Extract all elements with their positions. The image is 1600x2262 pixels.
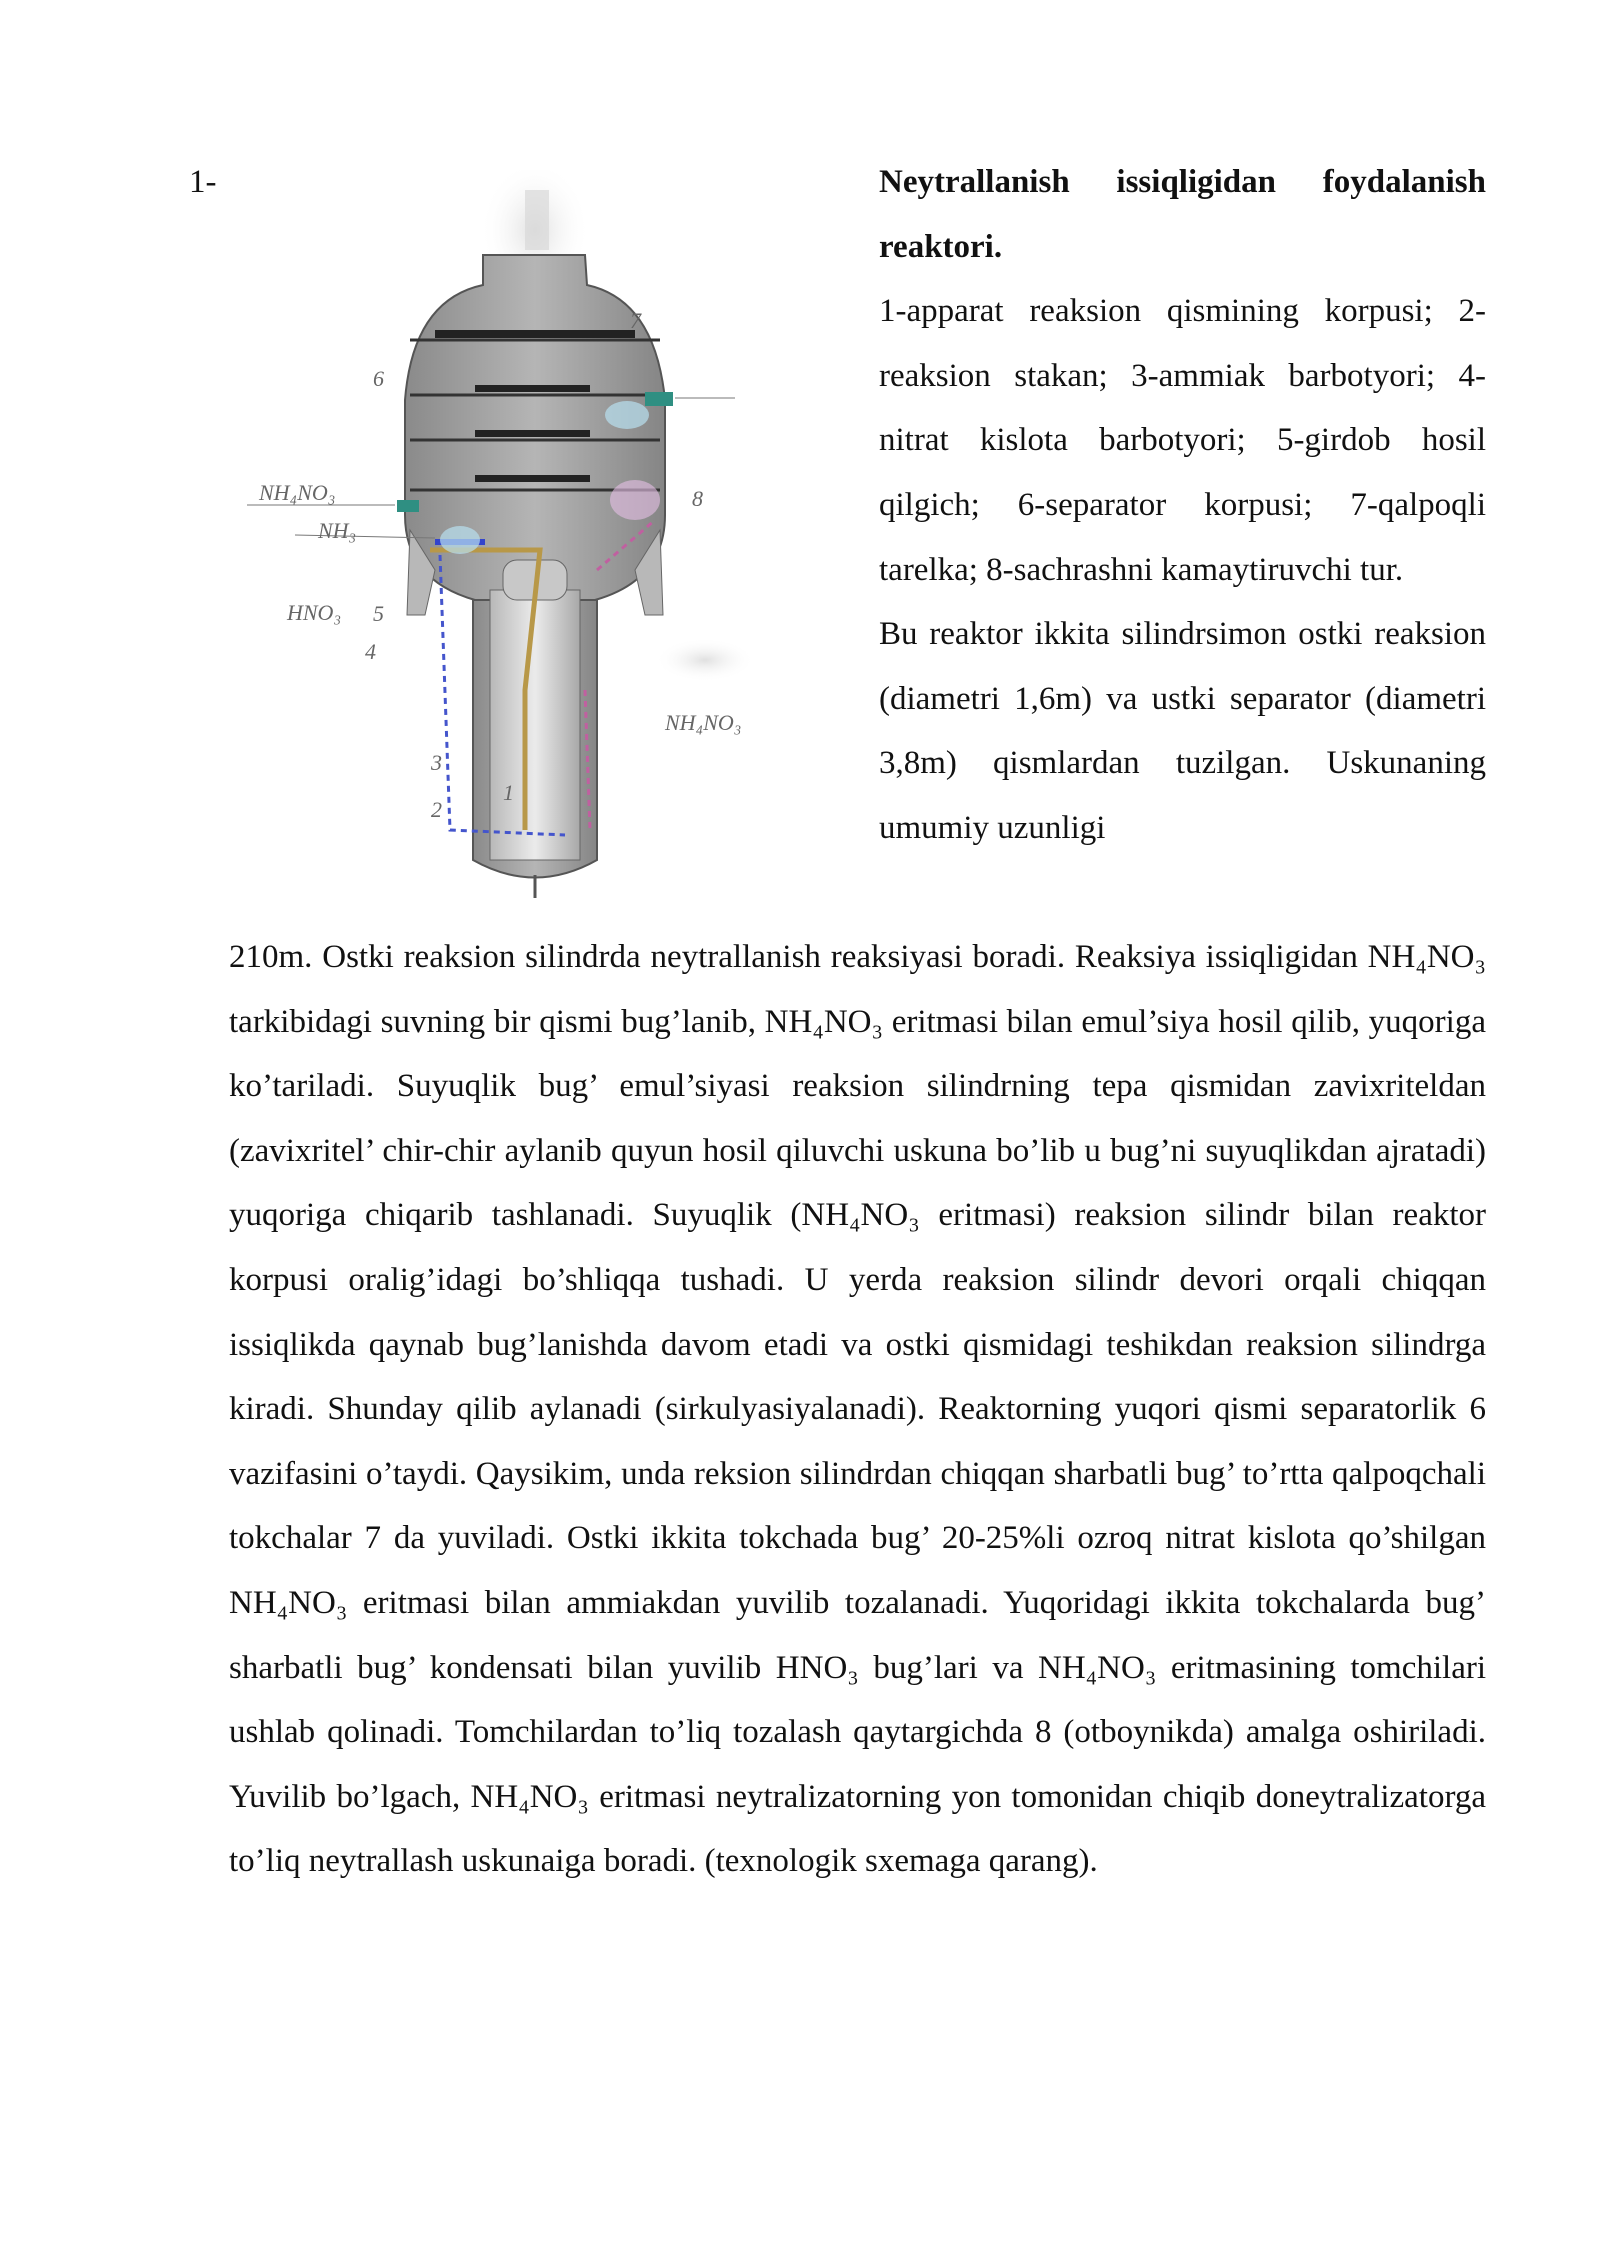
body-paragraph: 210m. Ostki reaksion silindrda neytrallanish reaksiyasi boradi. Reaksiya issiqligidan NH₄NO₃ tarkibidagi suvning bir qismi bug’lanib, NH₄NO₃ eritmasi bilan emul’siya hosil qilib, yuqoriga ko’tariladi. Suyuqlik bug’ emul’siyasi reaksion silindrning tepa qismidan zavixriteldan (zavixritel’ chir-chir aylanib quyun hosil qiluvchi uskuna bo’lib u bug’ni suyuqlikdan ajratadi) yuqoriga chiqarib tashlanadi. Suyuqlik (NH₄NO₃ eritmasi) reaksion silindr bilan reaktor korpusi oralig’idagi bo’shliqqa tushadi. U yerda reaksion silindr devori orqali chiqqan issiqlikda qaynab bug’lanishda davom etadi va ostki qismidagi teshikdan reaksion silindrga kiradi. Shunday qilib aylanadi (sirkulyasiyalanadi). Reaktorning yuqori qismi separatorlik 6 vazifasini o’taydi. Qaysikim, unda reksion silindrdan chiqqan sharbatli bug’ to’rtta qalpoqchali tokchalar 7 da yuviladi. Ostki ikkita tokchada bug’ 20-25%li ozroq nitrat kislota qo’shilgan NH₄NO₃ eritmasi bilan ammiakdan yuvilib tozalanadi. Yuqoridagi ikkita tokchalarda bug’ sharbatli bug’ kondensati bilan yuvilib HNO₃ bug’lari va NH₄NO₃ eritmasining tomchilari ushlab qolinadi. Tomchilardan to’liq tozalash qaytargichda 8 (otboynikda) amalga oshiriladi. Yuvilib bo’lgach, NH₄NO₃ eritmasi neytralizatorning yon tomonidan chiqib doneytralizatorga to’liq neytrallash uskunaiga boradi. (texnologik sxemaga qarang). (229, 939, 1486, 1880)
callout-7: 7 (630, 308, 641, 333)
label-nh4no3-in: NH₄NO₃ (259, 480, 336, 505)
figure-caption-column (879, 150, 1486, 861)
label-nh3: NH₃ (318, 518, 357, 543)
callout-1: 1 (503, 780, 514, 805)
main-text (229, 925, 1486, 1894)
reactor-diagram (235, 170, 795, 915)
figure-title: Neytrallanish issiqligidan foydalanish reaktori. (879, 164, 1486, 265)
figure-number: 1- (189, 164, 217, 200)
label-nh4no3-out: NH₄NO₃ (665, 710, 742, 735)
callout-2: 2 (431, 797, 442, 822)
label-hno3: HNO₃ (287, 600, 342, 625)
callout-5: 5 (373, 601, 384, 626)
callout-3: 3 (431, 750, 442, 775)
figure-legend: 1-apparat reaksion qismining korpusi; 2-reaksion stakan; 3-ammiak barbotyori; 4-nitrat kislota barbotyori; 5-girdob hosil qilgich; 6-separator korpusi; 7-qalpoqli tarelka; 8-sachrashni kamaytiruvchi tur. (879, 293, 1486, 588)
callout-8: 8 (692, 486, 703, 511)
callout-4: 4 (365, 639, 376, 664)
callout-6: 6 (373, 366, 384, 391)
side-text: Bu reaktor ikkita silindrsimon ostki reaksion (diametri 1,6m) va ustki separator (diametri 3,8m) qismlardan tuzilgan. Uskunaning umumiy uzunligi (879, 616, 1486, 846)
